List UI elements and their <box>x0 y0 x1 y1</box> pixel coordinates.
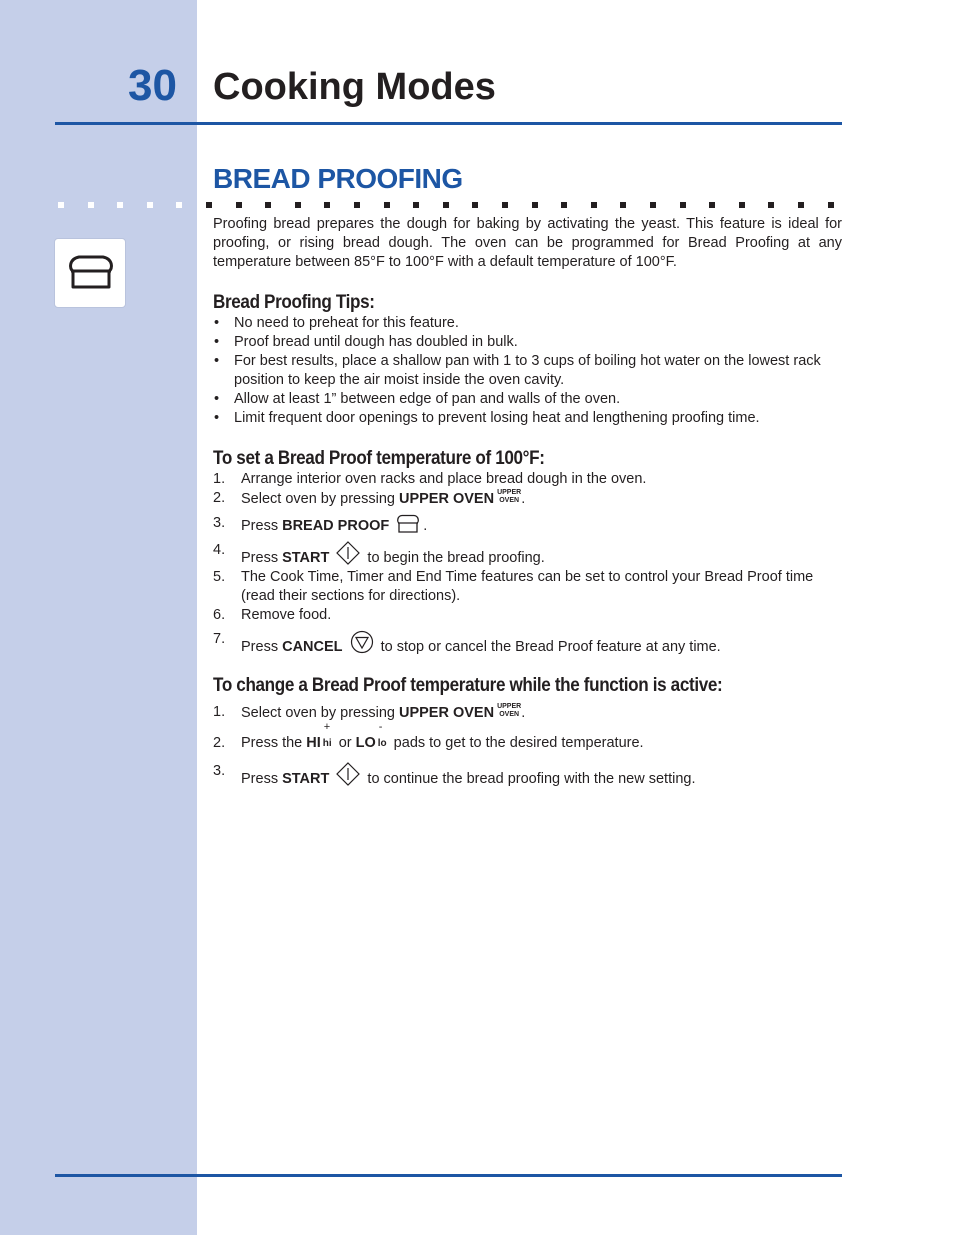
divider-dot <box>591 202 597 208</box>
lo-key: LO <box>355 735 376 751</box>
divider-dot <box>354 202 360 208</box>
step-number: 4. <box>213 542 226 558</box>
bread-proof-key: BREAD PROOF <box>282 518 390 534</box>
page-title: Cooking Modes <box>213 66 496 108</box>
divider-dot <box>680 202 686 208</box>
step-text: Remove food. <box>241 607 332 623</box>
pad-label-top: UPPER <box>497 489 522 496</box>
step-text: Press <box>241 518 283 534</box>
divider-dot <box>384 202 390 208</box>
divider-dot <box>532 202 538 208</box>
set-temp-heading: To set a Bread Proof temperature of 100°F: <box>213 448 545 469</box>
step-text-end: pads to get to the desired temperature. <box>389 735 644 751</box>
step-text: Arrange interior oven racks and place bread dough in the oven. <box>241 471 647 487</box>
divider-dot <box>413 202 419 208</box>
dotted-divider <box>0 199 954 211</box>
start-icon <box>336 541 360 565</box>
divider-dot <box>828 202 834 208</box>
footer-rule <box>55 1174 842 1177</box>
divider-dot <box>206 202 212 208</box>
list-item <box>213 489 842 509</box>
cancel-icon <box>350 630 374 654</box>
divider-dot <box>472 202 478 208</box>
list-item: • Limit frequent door openings to prevent losing heat and lengthening proofing time. <box>213 409 842 428</box>
step-text: Select oven by pressing <box>241 705 399 721</box>
change-temp-steps <box>213 703 842 789</box>
start-icon <box>336 762 360 786</box>
list-item <box>213 470 842 489</box>
header-rule <box>55 122 842 125</box>
hi-pad-label <box>322 721 332 753</box>
set-temp-steps <box>213 470 842 657</box>
lo-label: lo <box>377 738 387 749</box>
step-number: 1. <box>213 704 226 720</box>
list-item: • Allow at least 1” between edge of pan and walls of the oven. <box>213 390 842 409</box>
tips-list <box>213 314 842 428</box>
pad-label-top: UPPER <box>497 703 522 710</box>
divider-dot <box>798 202 804 208</box>
upper-oven-pad-label <box>497 489 521 505</box>
plus-sign: + <box>323 721 331 733</box>
step-number: 7. <box>213 631 226 647</box>
tips-heading: Bread Proofing Tips: <box>213 292 375 313</box>
list-item <box>213 606 842 625</box>
upper-oven-key: UPPER OVEN <box>398 705 495 721</box>
step-text: Press <box>241 771 283 787</box>
divider-dot <box>768 202 774 208</box>
intro-paragraph: Proofing bread prepares the dough for baking by activating the yeast. This feature is ideal for proofing, or rising bread dough. The oven can be programmed for Bread Proofing at any temperature between 85°F to 100°F with a default temperature of 100°F. <box>213 216 842 270</box>
upper-oven-key: UPPER OVEN <box>398 491 495 507</box>
divider-dot <box>236 202 242 208</box>
list-item <box>213 514 842 536</box>
list-item <box>213 762 842 789</box>
start-key: START <box>282 550 330 566</box>
list-item <box>213 541 842 568</box>
step-number: 3. <box>213 763 226 779</box>
start-key: START <box>282 771 330 787</box>
step-text-end: . <box>521 705 526 721</box>
divider-dot <box>147 202 153 208</box>
divider-dot <box>176 202 182 208</box>
step-number: 2. <box>213 490 226 506</box>
divider-dot <box>502 202 508 208</box>
hi-label: hi <box>322 738 332 749</box>
list-item: • For best results, place a shallow pan with 1 to 3 cups of boiling hot water on the lowest rack position to keep the air moist inside the oven cavity. <box>213 352 842 390</box>
divider-dot <box>739 202 745 208</box>
divider-dot <box>295 202 301 208</box>
pad-label-bottom: OVEN <box>499 711 520 718</box>
change-temp-heading: To change a Bread Proof temperature while the function is active: <box>213 675 723 696</box>
sidebar-band <box>0 0 197 1235</box>
hi-key: HI <box>306 735 321 751</box>
divider-dot <box>650 202 656 208</box>
upper-oven-pad-label <box>497 703 521 719</box>
step-text-end: . <box>521 491 526 507</box>
step-text-end: . <box>423 518 428 534</box>
content-column <box>213 215 842 789</box>
divider-dot <box>58 202 64 208</box>
bread-proof-icon-box <box>54 238 126 308</box>
bread-icon <box>65 253 117 293</box>
list-item: • No need to preheat for this feature. <box>213 314 842 333</box>
divider-dot <box>443 202 449 208</box>
step-text: Press the <box>241 735 307 751</box>
divider-dot <box>324 202 330 208</box>
divider-dot <box>88 202 94 208</box>
step-text: Select oven by pressing <box>241 491 399 507</box>
step-text: The Cook Time, Timer and End Time features can be set to control your Bread Proof time (read their sections for directions). <box>241 569 814 604</box>
divider-dot <box>709 202 715 208</box>
step-text: Press <box>241 550 283 566</box>
step-text-end: to begin the bread proofing. <box>363 550 545 566</box>
step-number: 2. <box>213 735 226 751</box>
page-number: 30 <box>128 61 177 110</box>
list-item <box>213 568 842 606</box>
step-number: 1. <box>213 471 226 487</box>
list-item <box>213 630 842 657</box>
divider-dot <box>117 202 123 208</box>
list-item <box>213 703 842 723</box>
step-text: Press <box>241 639 283 655</box>
divider-dot <box>561 202 567 208</box>
step-number: 3. <box>213 515 226 531</box>
pad-label-bottom: OVEN <box>499 497 520 504</box>
divider-dot <box>265 202 271 208</box>
step-text-mid: or <box>334 735 356 751</box>
list-item <box>213 721 842 753</box>
step-text-end: to stop or cancel the Bread Proof feature at any time. <box>376 639 721 655</box>
step-text-end: to continue the bread proofing with the new setting. <box>363 771 696 787</box>
minus-sign: - <box>378 721 383 733</box>
section-title: BREAD PROOFING <box>213 163 463 194</box>
list-item: • Proof bread until dough has doubled in bulk. <box>213 333 842 352</box>
cancel-key: CANCEL <box>282 639 343 655</box>
step-number: 6. <box>213 607 226 623</box>
divider-dot <box>620 202 626 208</box>
lo-pad-label <box>377 721 387 753</box>
step-number: 5. <box>213 569 226 585</box>
bread-icon <box>396 514 420 534</box>
